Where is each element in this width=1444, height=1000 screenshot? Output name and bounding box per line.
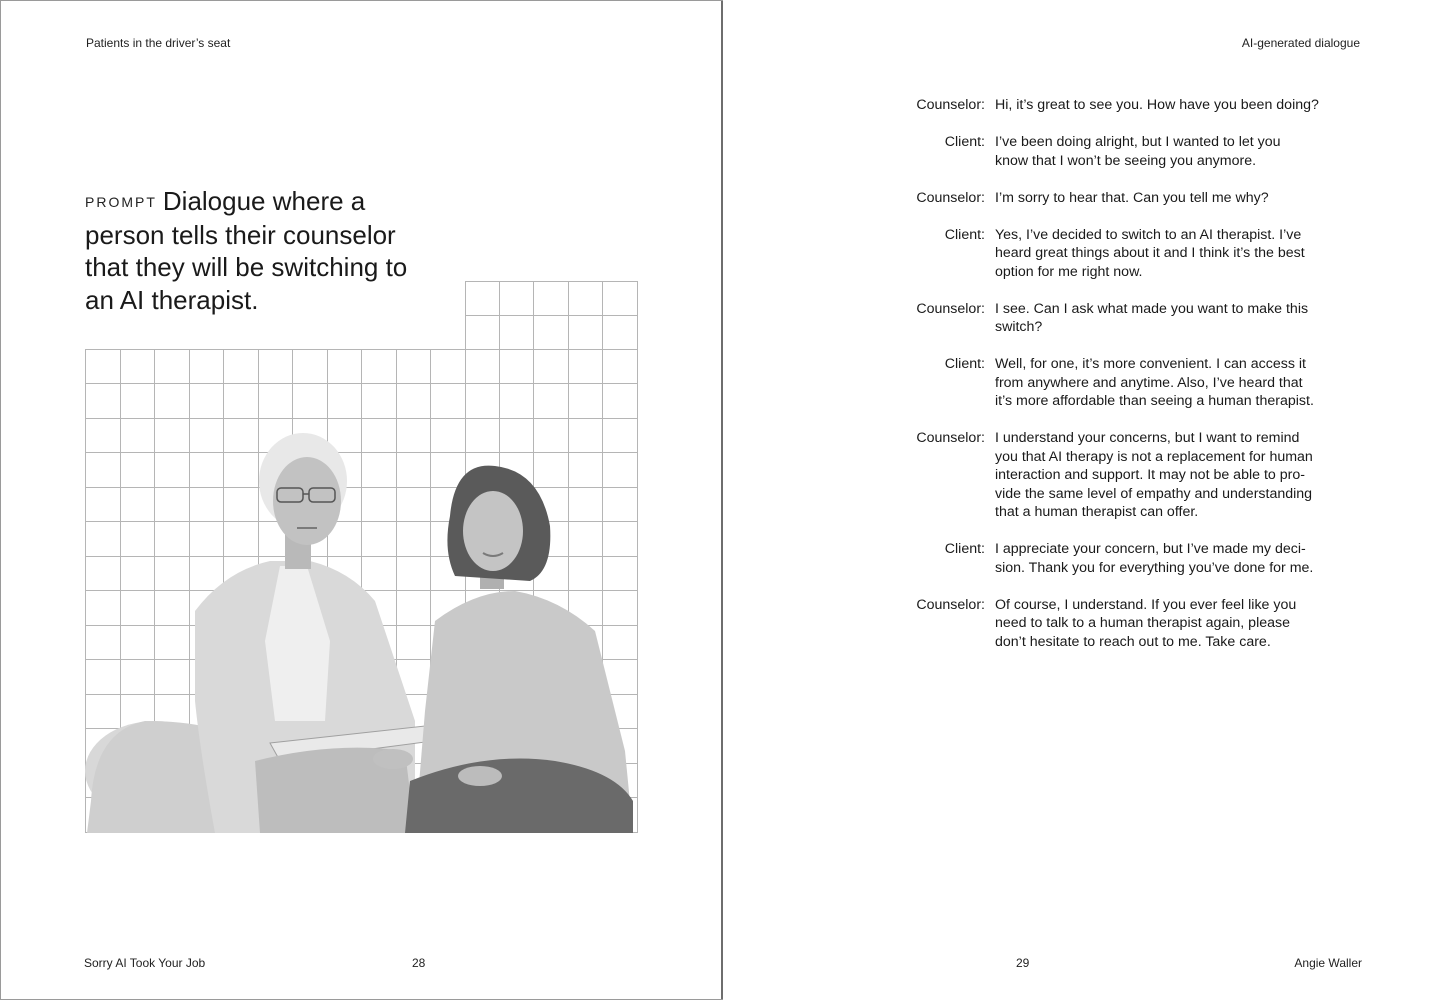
figure xyxy=(85,281,638,833)
dialogue-text: I’ve been doing alright, but I wanted to let you know that I won’t be seeing you anymore. xyxy=(995,134,1281,169)
dialogue-text: Of course, I understand. If you ever feel like you need to talk to a human therapist again, please don’t hesitate to reach out to me. Take care. xyxy=(995,596,1297,650)
footer-author: Angie Waller xyxy=(1294,956,1362,970)
dialogue-speaker: Counselor: xyxy=(916,97,985,113)
dialogue-line xyxy=(903,540,1373,577)
dialogue-speaker: Client: xyxy=(944,356,985,372)
photo-two-women xyxy=(85,281,638,833)
spread-left-edge xyxy=(0,0,1,1000)
dialogue-text: I appreciate your concern, but I’ve made my deci- sion. Thank you for everything you’ve done for me. xyxy=(995,541,1314,576)
dialogue-line xyxy=(903,300,1373,337)
dialogue-line xyxy=(903,133,1373,170)
dialogue-line xyxy=(903,429,1373,522)
running-head-left: Patients in the driver’s seat xyxy=(86,36,231,50)
dialogue-text: Hi, it’s great to see you. How have you been doing? xyxy=(995,97,1319,113)
dialogue-line xyxy=(903,226,1373,282)
footer-book-title: Sorry AI Took Your Job xyxy=(84,956,206,970)
dialogue-speaker: Counselor: xyxy=(916,596,985,613)
page-number-right: 29 xyxy=(1016,956,1030,970)
dialogue-line xyxy=(903,189,1373,208)
running-head-right: AI-generated dialogue xyxy=(1241,36,1360,50)
dialogue-speaker: Client: xyxy=(944,134,985,150)
right-page xyxy=(723,0,1444,1000)
dialogue-text: I see. Can I ask what made you want to make this switch? xyxy=(995,300,1309,335)
dialogue-line xyxy=(903,96,1373,115)
dialogue-speaker: Client: xyxy=(944,541,985,557)
dialogue-text: I’m sorry to hear that. Can you tell me why? xyxy=(995,189,1269,206)
dialogue-speaker: Counselor: xyxy=(916,300,985,317)
dialogue xyxy=(903,96,1373,670)
prompt-label: PROMPT xyxy=(85,194,157,210)
prompt-text: Dialogue where a person tells their counselor that they will be switching to an AI therapist. xyxy=(85,186,408,315)
dialogue-text: Yes, I’ve decided to switch to an AI therapist. I’ve heard great things about it and I think it’s the best option for me right now. xyxy=(995,226,1305,280)
page-number-left: 28 xyxy=(412,956,426,970)
dialogue-line xyxy=(903,355,1373,411)
dialogue-speaker: Counselor: xyxy=(916,430,985,446)
person-left xyxy=(85,433,433,833)
dialogue-text: I understand your concerns, but I want to remind you that AI therapy is not a replacement for human interaction and support. It may not be able to pro- vide the same level of empathy and understanding that a human therapist can offer. xyxy=(995,430,1313,520)
dialogue-text: Well, for one, it’s more convenient. I can access it from anywhere and anytime. Also, I’ve heard that it’s more affordable than seeing a human therapist. xyxy=(995,356,1314,409)
dialogue-speaker: Counselor: xyxy=(916,189,985,206)
dialogue-line xyxy=(903,596,1373,652)
dialogue-speaker: Client: xyxy=(944,226,985,243)
